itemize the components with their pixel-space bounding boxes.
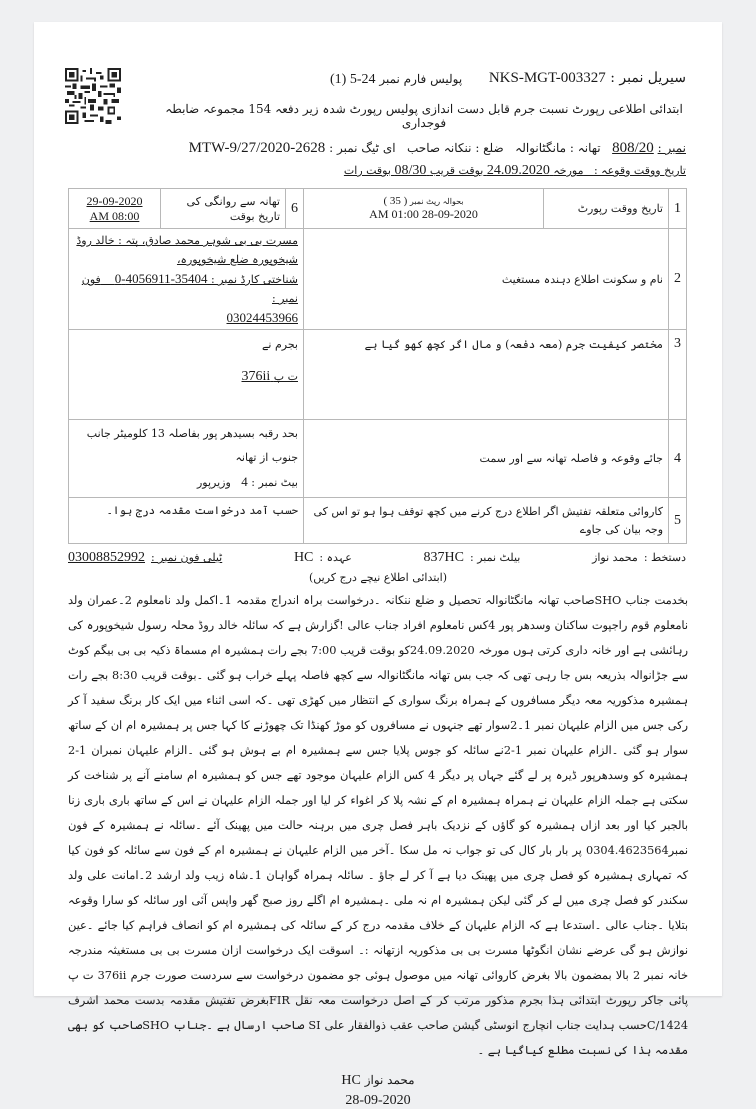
row-number: 3 <box>669 330 687 420</box>
telephone-group <box>68 550 222 566</box>
thana-value: مانگٹانوالہ <box>515 141 567 155</box>
officer-signature <box>34 1073 722 1089</box>
district-label: ضلع : <box>475 141 504 155</box>
beat-label: بیٹ نمبر : <box>251 476 298 489</box>
rank-value: HC <box>293 550 314 565</box>
report-datetime-cell <box>304 189 544 229</box>
table-row <box>69 229 687 330</box>
belt-group <box>424 550 521 566</box>
section-prefix: ت پ <box>273 370 298 383</box>
row-number: 2 <box>669 229 687 330</box>
row-label: نام و سکونت اطلاع دہندہ مستغیث <box>304 229 669 330</box>
belt-number: 837HC <box>423 550 464 565</box>
table-row <box>69 189 687 229</box>
section-number: 376ii <box>241 369 271 384</box>
rank-group <box>294 550 352 566</box>
penal-section <box>74 369 298 385</box>
fir-details-table <box>68 188 687 544</box>
fir-number-label: نمبر : <box>657 141 686 155</box>
row-label: تاریخ ووقت رپورٹ <box>544 189 669 229</box>
reference-line <box>309 195 538 207</box>
row-number: 5 <box>669 498 687 544</box>
belt-label: بیلٹ نمبر : <box>470 551 521 564</box>
signature-row <box>68 550 686 568</box>
telephone-label: ٹیلی فون نمبر : <box>151 551 223 564</box>
first-information-note: (ابتدائی اطلاع نیچے درج کریں) <box>309 571 447 584</box>
report-datetime: 28-09-2020 01:00 AM <box>369 207 478 221</box>
reference-number: ( 35 ) <box>383 195 408 207</box>
rank-label: عہدہ : <box>319 551 352 564</box>
etag-number: MTW-9/27/2020-2628 <box>188 140 326 156</box>
reference-label: بحوالہ رپٹ نمبر <box>409 197 464 206</box>
occurrence-prefix: مورخہ <box>553 164 584 177</box>
occurrence-label: تاریخ ووقت وقوعہ : <box>593 164 686 177</box>
table-row <box>69 420 687 498</box>
beat-number: 4 <box>241 474 248 489</box>
occurrence-date: 24.09.2020 <box>486 163 550 178</box>
telephone-number: 03008852992 <box>68 550 145 565</box>
document-title: ابتدائی اطلاعی رپورٹ نسبت جرم قابل دست اندازی پولیس رپورٹ شدہ زیر دفعہ 154 مجموعہ ضابطہ فوجداری <box>165 102 683 130</box>
occurrence-suffix: بوقت رات <box>343 164 391 177</box>
delay-reason: حسب آمد درخواست مقدمہ درج ہوا۔ <box>69 498 304 544</box>
complainant-name-address: مسرت بی بی شوہر محمد صادق، پتہ : خالد روڈ شیخوپورہ ضلع شیخوپورہ، <box>76 234 298 266</box>
occurrence-time-prefix: بوقت قریب <box>429 164 484 177</box>
cnic-line <box>74 269 298 308</box>
police-form-number <box>330 72 462 88</box>
qr-code-icon <box>65 68 121 124</box>
fir-document-page <box>34 22 722 1108</box>
offence-details <box>69 330 304 420</box>
occurrence-date-line <box>344 163 686 179</box>
form-label: پولیس فارم نمبر <box>379 72 463 86</box>
fir-number: 808/20 <box>612 140 654 156</box>
beat-line <box>74 470 298 495</box>
row-label: کاروائی متعلقہ تفتیش اگر اطلاع درج کرنے میں کچھ توقف ہوا ہو تو اس کی وجہ بیان کی جاوے <box>304 498 669 544</box>
district-value: ننکانہ صاحب <box>407 141 472 155</box>
officer-rank: HC <box>341 1073 361 1088</box>
table-row <box>69 330 687 420</box>
beat-name: وزیرپور <box>196 476 231 489</box>
cnic-number: 35404-4056911-0 <box>114 271 208 286</box>
signature-name: محمد نواز <box>592 551 638 564</box>
serial-number: NKS-MGT-003327 <box>488 70 606 86</box>
serial-label: سیریل نمبر : <box>610 70 686 86</box>
offence-intro: بجرم نے <box>261 338 298 351</box>
first-information-body: بخدمت جناب SHOصاحب تھانہ مانگٹانوالہ تحصیل و ضلع ننکانہ ۔درخواست براہ اندراج مقدمہ 1۔اکمل ولد نامعلوم 2۔عمران ولد نامعلوم قوم راجپوت ساکنان وسدھر پور 4کس نامعلوم افراد جناب عالی !گزارش ہے کہ سائلہ خالد روڈ محلہ رسول شیخوپورہ کی رہائشی ہے اور خانہ داری کرتی ہوں مورخہ 24.09.2020کو بوقت قریب 7:00 بجے رات ہمشیرہ ام مسماۃ ذکیہ بی بی بیگم کوٹ سے جڑانوالہ بذریعہ بس جا رہی تھی کہ جب بس تھانہ مانگٹانوالہ سے کچھ فاصلہ پہلے خراب ہو گئی ۔بوقت قریب 8:30 بجے رات ہمشیرہ مذکوریہ معہ دیگر مسافروں کے ہمراہ برنگ سواری کے انتظار میں کھڑی تھی ۔کہ اسی اثناء میں ایک کار برنگ سفید آ کر رکی جس میں الزام علیہان نمبر 1۔2سوار تھے جنہوں نے مسافروں کو موڑ کھنڈا تک چھوڑنے کا کہا جس پر ہمشیرہ ام ان کے ساتھ سوار ہو گئی ۔الزام علیہان نمبر 1-2نے سائلہ کو جوس پلایا جس سے ہمشیرہ ام بے ہوش ہو گئی ۔الزام علیہان نمبران 1-2 ہمشیرہ کو وسدھرپور ڈیرہ پر لے گئے جہاں پر دیگر 4 کس الزام علیہان موجود تھے جس کو ہمشیرہ ام سامنے آنے پر شناخت کر سکتی ہے جملہ الزام علیہان نے ہمراہ ہمشیرہ ام کے نشہ پلا کر اغواء کر لیا اور جملہ الزام علیہان نے اس کے ساتھ باری باری زنا بالجبر کیا اور بعد ازاں ہمشیرہ کو گاؤں کے نزدیک باہر فصل چری میں برہنہ حالت میں پھینک آئے ۔سائلہ نے ہمشیرہ کے فون نمبر0304.4623564 پر بار بار کال کی تو جواب نہ مل سکا ۔آخر میں الزام علیہان نے ہمشیرہ ام کے فون سے سائلہ کو فون کیا کہ تمہاری ہمشیرہ کو فصل چری میں پھینک دیا ہے آ کر لے جاؤ ۔ سائلہ ہمراہ گواہان 1۔شاہ زیب ولد ارشد 2۔امانت علی ولد سکندر کو فصل چری میں لے کر گئی لیکن ہمشیرہ ام نہ ملی ۔ہمشیرہ ام اگلے روز صبح گھر واپس آئی اور سائلہ کو سارا وقوعہ بتلایا ۔جناب عالی ۔استدعا ہے کہ الزام علیہان کے خلاف مقدمہ درج کر کے سائلہ کی ہمشیرہ ام کو انصاف فراہم کیا جائے ۔عین نوازش ہو گی عرضے نشان انگوٹھا مسرت بی بی مذکوریہ ازتھانہ :۔ اسوقت ایک درخواست ازان مسرت بی بی مستغیثہ مندرجہ خانہ نمبر 2 بالا بمضمون بالا بغرض کاروائی تھانہ میں موصول ہوئی جو مضمون درخواست سے سردست صورت جرم 376ii ت پ پائی جاکر رپورٹ ابتدائی ہذا بجرم مذکور مرتب کر کے اصل درخواست معہ نقل FIRبغرض تفتیش مقدمہ بدست محمد اشرف C/1424حسب ہدایت جناب انچارج انوسٹی گیشن صاحب عقب ذوالفقار علی SI صاحب ارسال ہے ۔جناب SHOصاحب کو بھی مقدمہ ہذا کی نسبت مطلع کیاگیا ہے ۔ <box>68 594 689 1057</box>
fir-info-line <box>189 140 686 157</box>
phone-label: فون نمبر : <box>81 273 298 305</box>
etag-label: ای ٹیگ نمبر : <box>329 141 396 155</box>
row-number-6: 6 <box>286 189 304 229</box>
signature-label: دستخط : <box>643 551 686 564</box>
complainant-details <box>69 229 304 330</box>
row-label: جائے وقوعہ و فاصلہ تھانہ سے اور سمت <box>304 420 669 498</box>
row-label: مختصر کیفیت جرم (معہ دفعہ) و مال اگر کچھ کھو گیا ہے <box>304 330 669 420</box>
complainant-phone: 03024453966 <box>226 310 298 325</box>
cnic-label: شناختی کارڈ نمبر : <box>211 273 298 286</box>
place-distance: بحد رقبہ بسیدھر پور بفاصلہ 13 کلومیٹر جانب جنوب از تھانہ <box>86 427 298 464</box>
thana-label: تھانہ : <box>569 141 601 155</box>
departure-label: تھانہ سے روانگی کی تاریخ بوقت <box>161 189 286 229</box>
row-number: 1 <box>669 189 687 229</box>
row-number: 4 <box>669 420 687 498</box>
signature-group <box>592 551 686 564</box>
departure-datetime: 29-09-2020 08:00 AM <box>69 189 161 229</box>
serial-number-line <box>489 70 686 87</box>
report-date: 28-09-2020 <box>345 1093 411 1108</box>
table-row <box>69 498 687 544</box>
officer-name: محمد نواز <box>364 1073 415 1087</box>
form-number: 24-5 (1) <box>330 72 376 87</box>
occurrence-time: 08/30 <box>394 163 427 178</box>
place-of-occurrence <box>69 420 304 498</box>
